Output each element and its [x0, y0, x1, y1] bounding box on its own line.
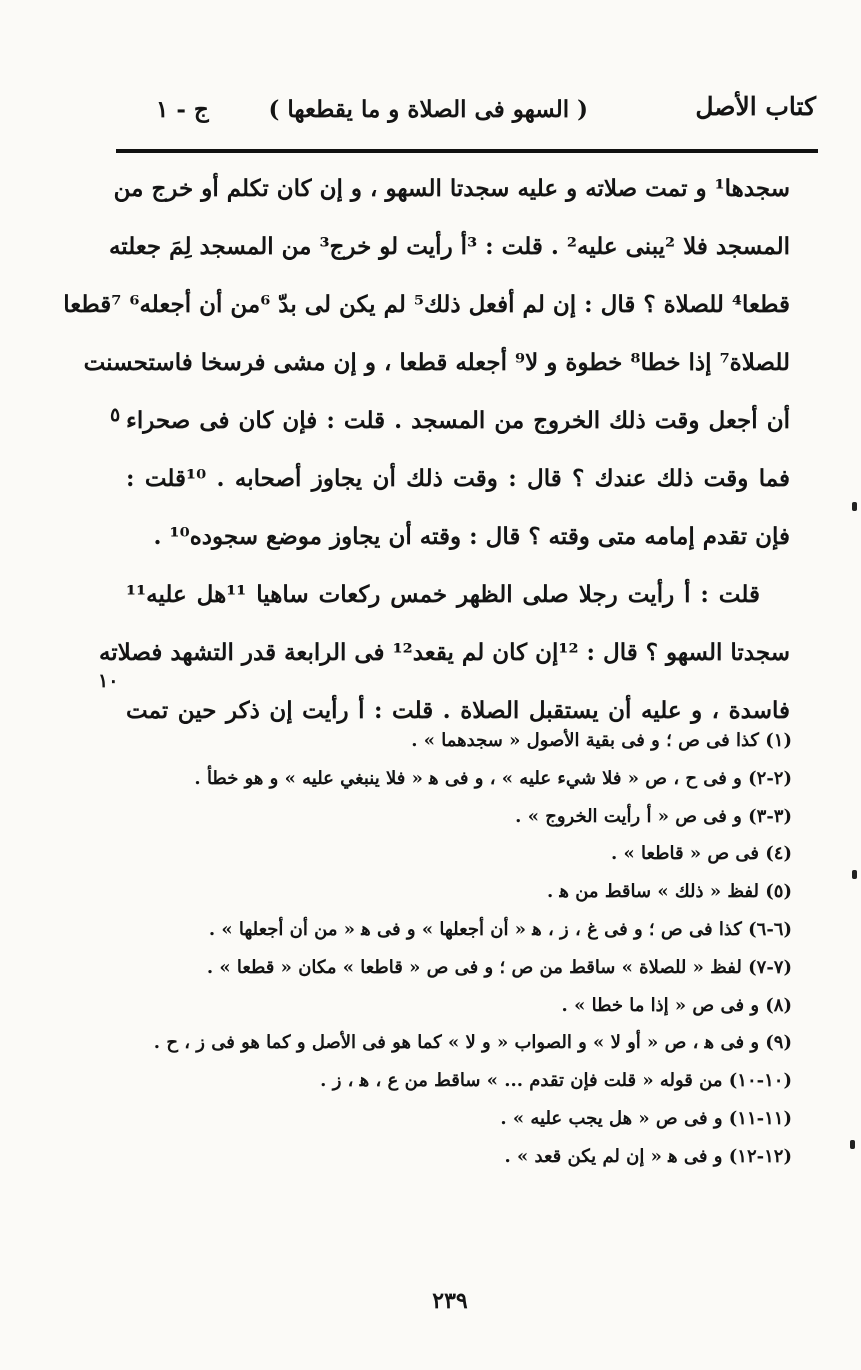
footnote: (١) كذا فى ص ؛ و فى بقية الأصول « سجدهما » . — [411, 730, 792, 751]
header-rule — [116, 149, 818, 153]
footnote: (٦-٦) كذا فى ص ؛ و فى غ ، ز ، ﻫ « أن أجعلها » و فى ﻫ « من أن أجعلها » . — [208, 918, 792, 940]
text-line: المسجد فلا ²يبنى عليه² . قلت : ³أ رأيت لو خرج³ من المسجد لِمَ جعلته — [108, 233, 790, 260]
text-line: للصلاة⁷ إذا خطا⁸ خطوة و لا⁹ أجعله قطعا ، و إن مشى فرسخا فاستحسنت — [83, 349, 790, 376]
book-title: كتاب الأصل — [695, 92, 816, 121]
text-line: فما وقت ذلك عندك ؟ قال : وقت ذلك أن يجاوز أصحابه . ¹⁰قلت : — [126, 465, 790, 492]
line-number-10: ١٠ — [98, 670, 119, 692]
volume-label: ج - ١ — [156, 96, 209, 123]
running-header — [118, 92, 816, 136]
text-line: سجدها¹ و تمت صلاته و عليه سجدتا السهو ، و إن كان تكلم أو خرج من — [113, 175, 790, 202]
footnote: (١٠-١٠) من قوله « قلت فإن تقدم ... » ساقط من ع ، ﻫ ، ز . — [320, 1070, 792, 1092]
scan-speck — [852, 870, 857, 879]
footnote: (١١-١١) و فى ص « هل يجب عليه » . — [500, 1107, 792, 1129]
footnote: (٧-٧) لفظ « للصلاة » ساقط من ص ؛ و فى ص « قاطعا » مكان « قطعا » . — [206, 956, 792, 978]
scan-speck — [850, 1140, 855, 1149]
line-number-5: ٥ — [110, 404, 121, 426]
footnote: (٥) لفظ « ذلك » ساقط من ﻫ . — [546, 881, 792, 903]
text-line: أن أجعل وقت ذلك الخروج من المسجد . قلت : فإن كان فى صحراء — [126, 407, 790, 434]
footnote: (٤) فى ص « قاطعا » . — [610, 843, 792, 865]
text-line: سجدتا السهو ؟ قال : ¹²إن كان لم يقعد¹² فى الرابعة قدر التشهد فصلاته — [98, 639, 790, 666]
text-line: قلت : أ رأيت رجلا صلى الظهر خمس ركعات ساهيا ¹¹هل عليه¹¹ — [126, 581, 760, 608]
footnote: (١٢-١٢) و فى ﻫ « إن لم يكن قعد » . — [504, 1145, 792, 1167]
chapter-title: ( السهو فى الصلاة و ما يقطعها ) — [268, 96, 588, 123]
text-line: فاسدة ، و عليه أن يستقبل الصلاة . قلت : أ رأيت إن ذكر حين تمت — [126, 697, 790, 724]
text-line: فإن تقدم إمامه متى وقته ؟ قال : وقته أن يجاوز موضع سجوده¹⁰ . — [153, 523, 790, 550]
footnote: (٨) و فى ص « إذا ما خطا » . — [561, 994, 792, 1016]
scan-speck — [852, 502, 857, 511]
footnotes — [150, 722, 792, 1176]
page-number: ٢٣٩ — [432, 1288, 468, 1314]
text-line: قطعا⁴ للصلاة ؟ قال : إن لم أفعل ذلك⁵ لم يكن لى بدّ ⁶من أن أجعله⁶ ⁷قطعا — [63, 291, 790, 318]
footnote: (٢-٢) و فى ح ، ص « فلا شيء عليه » ، و فى ﻫ « فلا ينبغي عليه » و هو خطأ . — [194, 767, 792, 789]
footnote: (٣-٣) و فى ص « أ رأيت الخروج » . — [515, 805, 792, 827]
footnote: (٩) و فى ﻫ ، ص « أو لا » و الصواب « و لا » كما هو فى الأصل و كما هو فى ز ، ح . — [153, 1032, 792, 1054]
